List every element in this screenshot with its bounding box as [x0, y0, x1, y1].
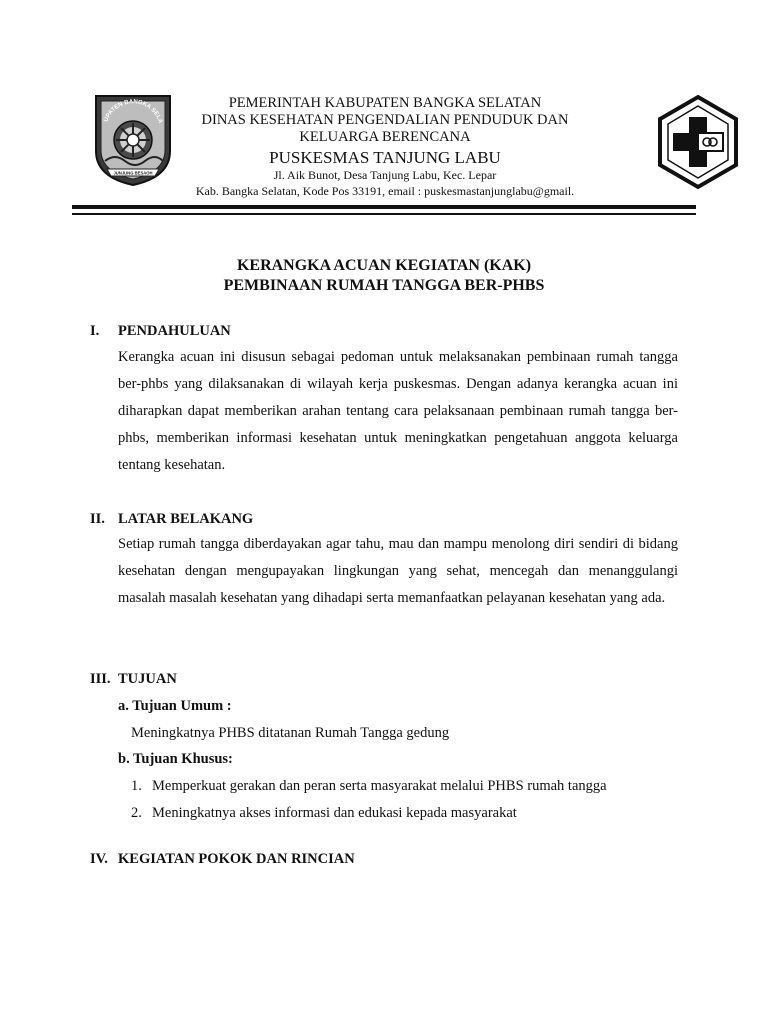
- section-number: II.: [90, 511, 105, 527]
- section-heading-tujuan: TUJUAN: [118, 671, 177, 687]
- section-paragraph-pendahuluan: Kerangka acuan ini disusun sebagai pedoman untuk melaksanakan pembinaan rumah tangga ber-phbs yang dilaksanakan di wilayah kerja puskesmas. Dengan adanya kerangka acuan ini diharapkan dapat memberikan arahan tentang cara pelaksanaan pembinaan rumah tangga ber-phbs, memberikan informasi kesehatan untuk meningkatkan pengetahuan anggota keluarga tentang kesehatan.: [118, 349, 678, 473]
- letterhead-divider-thick: [72, 205, 696, 209]
- section-paragraph-latar-belakang: Setiap rumah tangga diberdayakan agar tahu, mau dan mampu menolong diri sendiri di bidang kesehatan dengan mengupayakan lingkungan yang sehat, mencegah dan menanggulangi masalah masalah kesehatan yang dihadapi serta memanfaatkan pelayanan kesehatan yang ada.: [118, 536, 678, 606]
- document-subtitle: PEMBINAAN RUMAH TANGGA BER-PHBS: [223, 277, 545, 294]
- section-number: III.: [90, 671, 111, 687]
- section-heading-pendahuluan: PENDAHULUAN: [118, 323, 231, 339]
- bangka-selatan-regency-crest-icon: [93, 93, 173, 187]
- list-item-number: 2.: [131, 805, 142, 821]
- tujuan-khusus-label: b. Tujuan Khusus:: [118, 751, 233, 767]
- crest-top-text: UPATEN BANGKA SELA: [103, 99, 163, 124]
- letterhead-address: Jl. Aik Bunot, Desa Tanjung Labu, Kec. Lepar: [273, 168, 497, 182]
- letterhead-institution-name: PUSKESMAS TANJUNG LABU: [269, 148, 501, 167]
- tujuan-umum-label: a. Tujuan Umum :: [118, 698, 232, 714]
- section-number: IV.: [90, 851, 108, 867]
- section-number: I.: [90, 323, 100, 339]
- list-item-number: 1.: [131, 778, 142, 794]
- letterhead-department-cont: KELUARGA BERENCANA: [299, 129, 471, 145]
- letterhead-divider-thin: [72, 213, 696, 215]
- list-item: Meningkatnya akses informasi dan edukasi kepada masyarakat: [152, 805, 517, 821]
- letterhead-government: PEMERINTAH KABUPATEN BANGKA SELATAN: [228, 95, 542, 111]
- list-item: Memperkuat gerakan dan peran serta masyarakat melalui PHBS rumah tangga: [152, 778, 607, 794]
- section-heading-kegiatan-pokok: KEGIATAN POKOK DAN RINCIAN: [118, 851, 355, 867]
- letterhead-department: DINAS KESEHATAN PENGENDALIAN PENDUDUK DAN: [201, 112, 569, 128]
- puskesmas-cross-hexagon-icon: [655, 93, 741, 191]
- document-title: KERANGKA ACUAN KEGIATAN (KAK): [236, 257, 532, 274]
- puskesmas-logo: [655, 93, 741, 191]
- crest-bottom-text: JUNJUNG BESAOH: [113, 170, 153, 176]
- letterhead-address-email: Kab. Bangka Selatan, Kode Pos 33191, email : puskesmastanjunglabu@gmail.: [195, 184, 575, 198]
- section-heading-latar-belakang: LATAR BELAKANG: [118, 511, 254, 527]
- regency-crest-logo: [93, 93, 173, 187]
- tujuan-umum-text: Meningkatnya PHBS ditatanan Rumah Tangga gedung: [131, 725, 450, 741]
